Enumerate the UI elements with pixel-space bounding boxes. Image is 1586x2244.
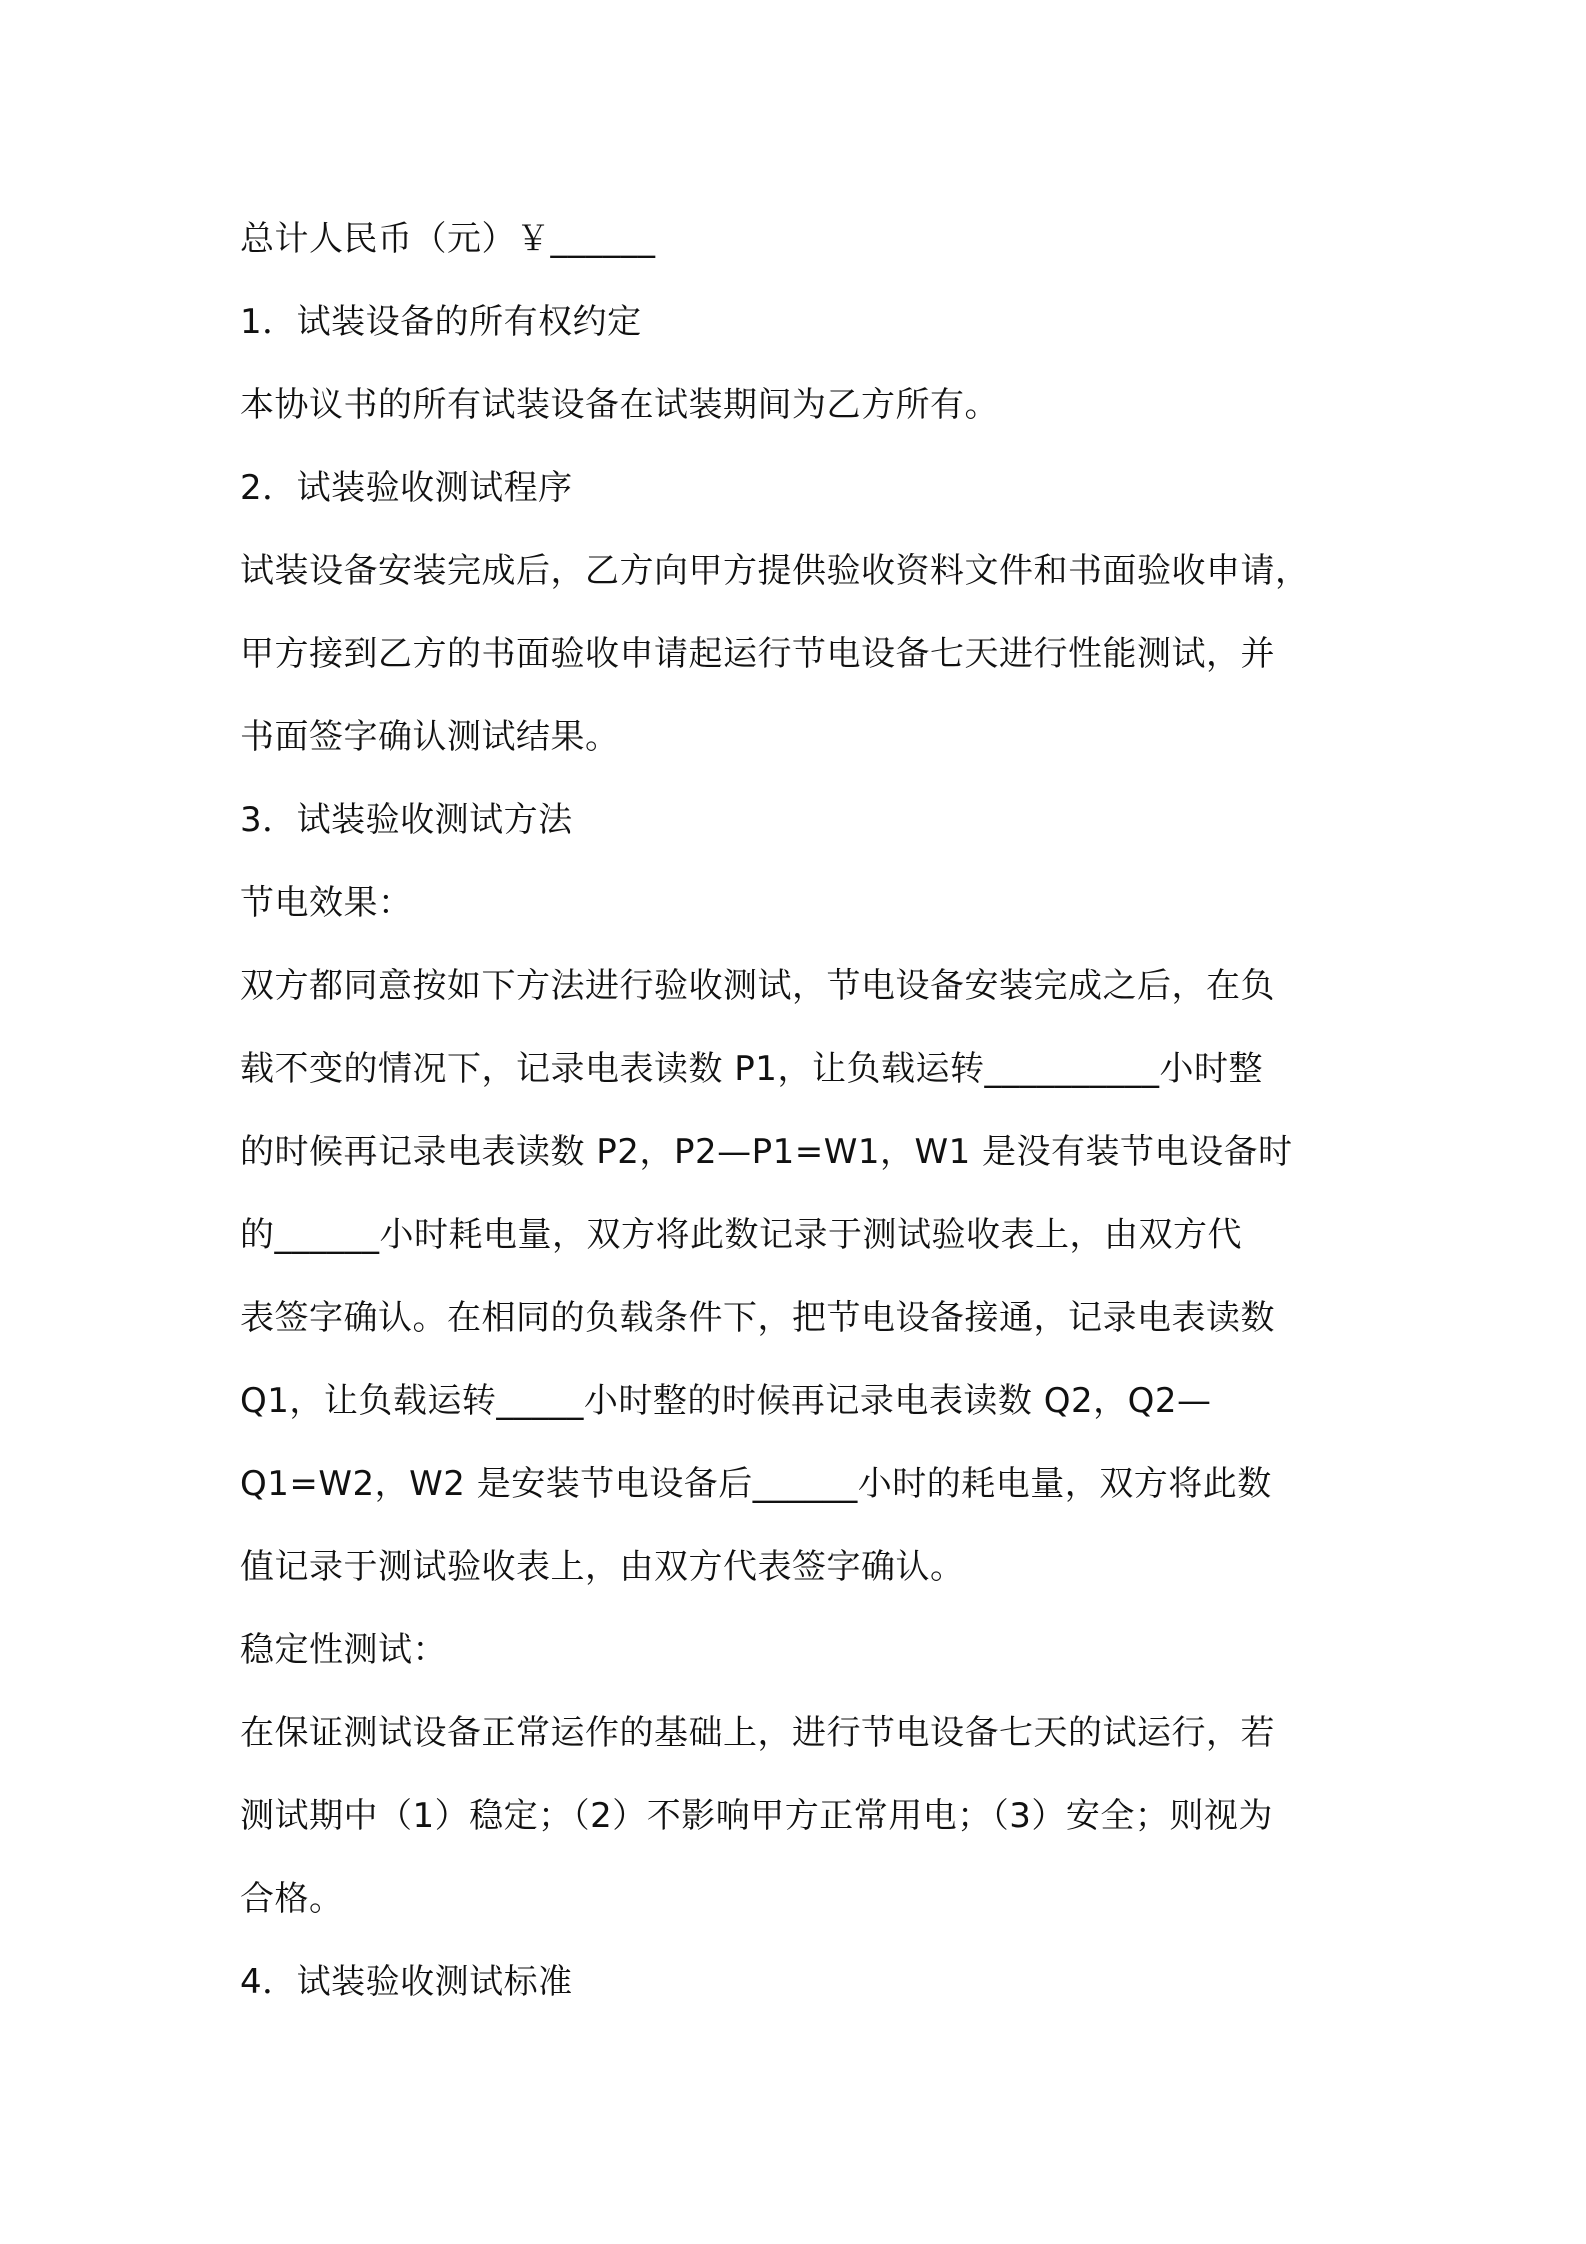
document-body <box>240 198 1370 2024</box>
section-4-heading: 4．试装验收测试标准 <box>240 1962 573 2002</box>
section-2-heading: 2．试装验收测试程序 <box>240 468 573 508</box>
section-1-text: 本协议书的所有试装设备在试装期间为乙方所有。 <box>240 385 999 425</box>
section-2-text-line-1: 试装设备安装完成后，乙方向甲方提供验收资料文件和书面验收申请， <box>240 551 1310 591</box>
stability-text-line-1: 在保证测试设备正常运作的基础上，进行节电设备七天的试运行，若 <box>240 1713 1275 1753</box>
section-2-text-line-2: 甲方接到乙方的书面验收申请起运行节电设备七天进行性能测试，并 <box>240 634 1275 674</box>
energy-saving-text-line-4: 的______小时耗电量，双方将此数记录于测试验收表上，由双方代 <box>240 1215 1242 1255</box>
energy-saving-text-line-1: 双方都同意按如下方法进行验收测试，节电设备安装完成之后，在负 <box>240 966 1275 1006</box>
energy-saving-text-line-8: 值记录于测试验收表上，由双方代表签字确认。 <box>240 1547 965 1587</box>
stability-text-line-3: 合格。 <box>240 1879 344 1919</box>
section-1-heading: 1．试装设备的所有权约定 <box>240 302 642 342</box>
section-2-text-line-3: 书面签字确认测试结果。 <box>240 717 620 757</box>
subheading-stability-test: 稳定性测试： <box>240 1630 447 1670</box>
subheading-energy-saving: 节电效果： <box>240 883 413 923</box>
energy-saving-text-line-3: 的时候再记录电表读数 P2，P2—P1=W1，W1 是没有装节电设备时 <box>240 1132 1293 1172</box>
energy-saving-text-line-6: Q1，让负载运转_____小时整的时候再记录电表读数 Q2，Q2— <box>240 1381 1212 1421</box>
stability-text-line-2: 测试期中（1）稳定；（2）不影响甲方正常用电；（3）安全；则视为 <box>240 1796 1273 1836</box>
total-amount-line: 总计人民币（元）￥______ <box>240 219 656 259</box>
section-3-heading: 3．试装验收测试方法 <box>240 800 573 840</box>
energy-saving-text-line-5: 表签字确认。在相同的负载条件下，把节电设备接通，记录电表读数 <box>240 1298 1275 1338</box>
energy-saving-text-line-2: 载不变的情况下，记录电表读数 P1，让负载运转__________小时整 <box>240 1049 1263 1089</box>
energy-saving-text-line-7: Q1=W2，W2 是安装节电设备后______小时的耗电量，双方将此数 <box>240 1464 1272 1504</box>
